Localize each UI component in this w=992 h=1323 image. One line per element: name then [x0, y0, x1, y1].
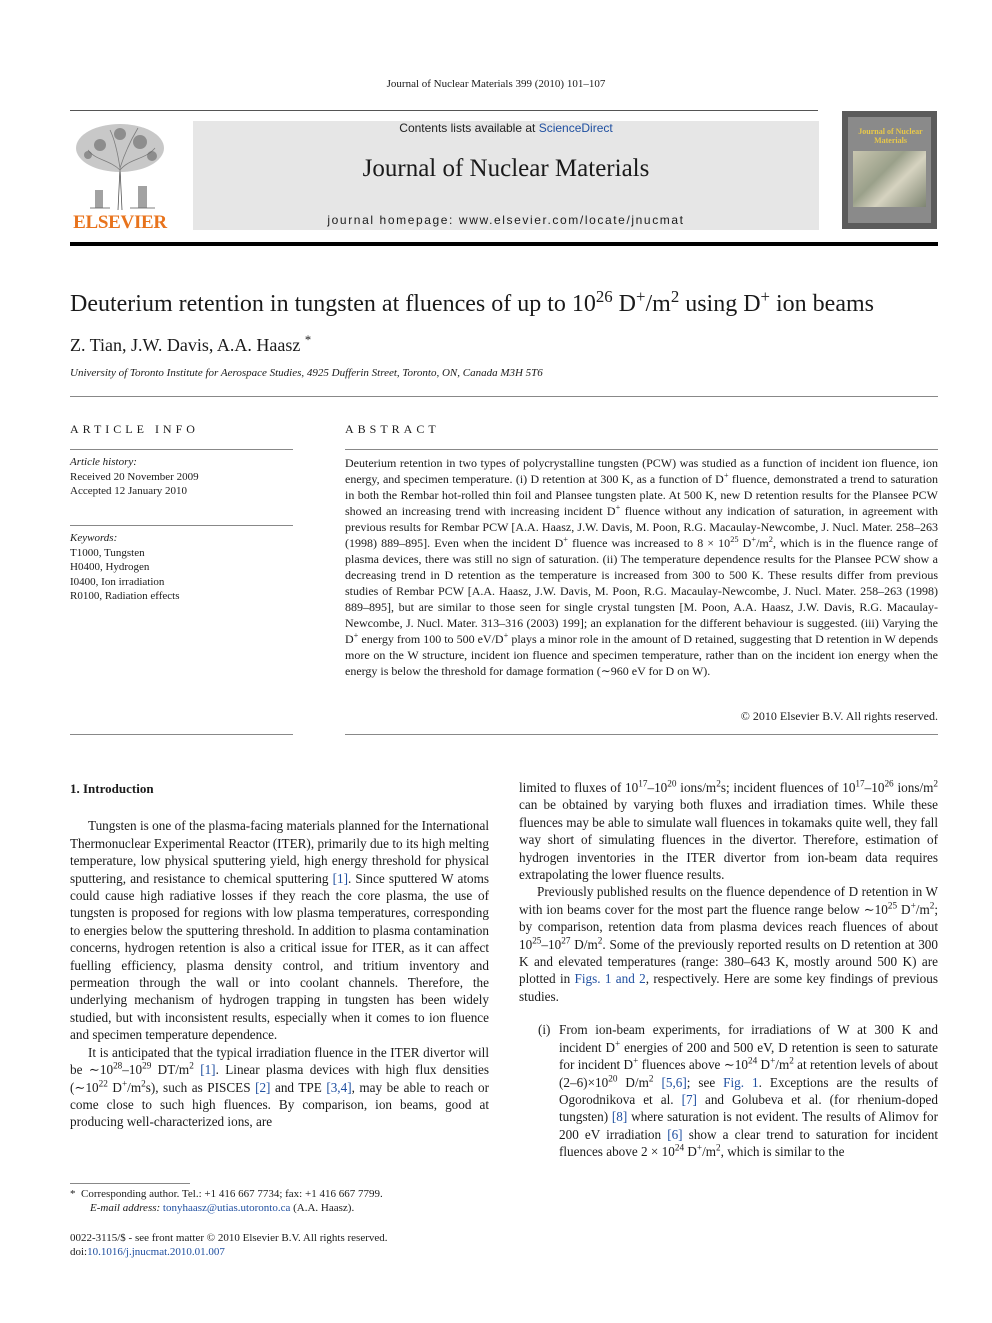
doi-label: doi:: [70, 1246, 88, 1258]
reference-link[interactable]: [7]: [681, 1091, 697, 1107]
email-suffix: (A.A. Haasz).: [290, 1202, 355, 1214]
keywords-block: [70, 531, 293, 604]
page-footer: [70, 1231, 500, 1259]
article-info-heading: ARTICLE INFO: [70, 422, 199, 436]
reference-link[interactable]: [6]: [667, 1126, 683, 1142]
section-rule: [70, 396, 938, 397]
reference-link[interactable]: [1]: [200, 1062, 216, 1078]
keyword: R0100, Radiation effects: [70, 590, 180, 602]
article-info-rule: [70, 449, 293, 450]
email-label: E-mail address:: [90, 1202, 161, 1214]
reference-link[interactable]: [1]: [332, 870, 348, 886]
keyword: T1000, Tungsten: [70, 546, 145, 559]
section-heading: 1. Introduction: [70, 781, 154, 796]
body-paragraph: Tungsten is one of the plasma-facing materials planned for the International Thermonuclear Experimental Reactor (ITER), primarily due to its high melting temperature, low physical sputtering yield, high energy threshold for physical sputtering, and resistance to chemical sputtering [1]. Since sputtered W atoms could cause high radiative losses if they reach the core plasma, the use of tungsten is proposed for regions with low plasma temperatures, corresponding to energies below the sputtering threshold. In addition to plasma contamination concerns, hydrogen retention is also a critical issue for ITER, as it can affect fuelling efficiency, plasma density control, and tritium inventory and permeation through the wall or into coolant channels. Therefore, the underlying mechanism of hydrogen trapping in tungsten has been widely studied, but with inconsistent results, especially when it comes to ion fluence and specimen temperature dependence.: [70, 818, 490, 1043]
issn-line: 0022-3115/$ - see front matter © 2010 Elsevier B.V. All rights reserved.: [70, 1232, 388, 1244]
header-thick-rule: [70, 242, 938, 246]
corresponding-author-note: Corresponding author. Tel.: +1 416 667 7734; fax: +1 416 667 7799.: [81, 1188, 383, 1200]
accepted-date: Accepted 12 January 2010: [70, 485, 187, 497]
history-label: Article history:: [70, 456, 137, 468]
abstract-bottom-rule: [345, 734, 938, 735]
article-history: [70, 455, 293, 499]
journal-title: Journal of Nuclear Materials: [362, 155, 650, 182]
keywords-rule: [70, 525, 293, 526]
footnote-rule: [70, 1183, 190, 1184]
abstract-text: Deuterium retention in two types of polycrystalline tungsten (PCW) was studied as a function of incident ion fluence, ion energy, and specimen temperature. (i) D retention at 300 K, as a function of D+ fluence, demonstrated a trend to saturation in both the Rembar hot-rolled thin foil and Plansee tungsten plate. At 500 K, new D retention results for the Plansee PCW showed an increasing trend with increasing incident D+ fluence without any indication of saturation, in agreement with previous results for Rembar PCW [A.A. Haasz, J.W. Davis, M. Poon, R.G. Macaulay-Newcombe, J. Nucl. Mater. 258–263 (1998) 889–895]. Even when the incident D+ fluence was increased to $8 \times 10^{25}$ $D^+/m^2$, which is in the fluence range of plasma devices, there was still no sign of saturation. (ii) The temperature dependence results for the Plansee PCW show a decreasing trend in D retention as the temperature is increased from 300 to 500 K. These results differ from previous studies of Rembar PCW [A.A. Haasz, J.W. Davis, M. Poon, R.G. Macaulay-Newcombe, J. Nucl. Mater. 258–263 (1998) 889–895], but are similar to those seen for single crystal tungsten [M. Poon, A.A. Haasz, J.W. Davis, R.G. Macaulay-Newcombe, J. Nucl. Mater. 313–316 (2003) 199]; an explanation for the different behaviour is suggested. (iii) Varying the D+ energy from 100 to 500 eV/D+ plays a minor role in the amount of D retained, suggesting that D retention in W depends more on the W structure, incident ion fluence and specimen temperature, rather than on the incident ion energy when the energy is below the threshold for damage formation (∼960 eV for D on W).: [345, 456, 938, 678]
copyright-notice: © 2010 Elsevier B.V. All rights reserved.: [740, 709, 938, 723]
journal-citation: Journal of Nuclear Materials 399 (2010) 101–107: [386, 78, 606, 90]
keywords-label: Keywords:: [70, 532, 118, 544]
reference-link[interactable]: [3,4]: [326, 1079, 352, 1095]
received-date: Received 20 November 2009: [70, 470, 199, 483]
journal-homepage[interactable]: journal homepage: www.elsevier.com/locate/jnucmat: [327, 213, 685, 227]
corresponding-author-mark[interactable]: *: [304, 333, 312, 347]
body-paragraph: limited to fluxes of $10^{17}-10^{20}$ ions/$m^2s$; incident fluences of $10^{17}-10^{26}$ ions/$m^2$ can be obtained by varying both fluxes and irradiation times. While these fluences may be able to simulate wall fluences in tokamaks quite well, they fall way short of simulating fluences in the divertor. Therefore, estimation of hydrogen inventories in the ITER divertor from ion-beam data requires extrapolating the lower fluence results.: [519, 778, 939, 883]
figure-link[interactable]: Figs. 1 and 2: [574, 971, 646, 987]
body-column-left: [70, 780, 489, 1131]
body-column-right: [519, 779, 938, 1161]
list-item: (i) From ion-beam experiments, for irradiations of W at 300 K and incident D+ energies of 200 and 500 eV, D retention is seen to saturate for incident D+ fluences above $\sim 10^{24}$ $D^+/m^2$ at retention levels of about $(2-6)\times 10^{20}$ $D/m^2$ [5,6]; see Fig. 1. Exceptions are the results of Ogorodnikova et al. [7] and Golubeva et al. (for rhenium-doped tungsten) [8] where saturation is not evident. The results of Alimov for 200 eV irradiation [6] show a clear trend to saturation for incident fluences above $2 \times 10^{24}$ $D^+/m^2$, which is similar to the: [538, 1022, 939, 1160]
email-link[interactable]: tonyhaasz@utias.utoronto.ca: [162, 1202, 291, 1214]
body-paragraph: It is anticipated that the typical irradiation fluence in the ITER divertor will be $\sim 10^{28}-10^{29}$ $DT/m^2$ [1]. Linear plasma devices with high flux densities ($\sim 10^{22}$ $D^+/m^2s$), such as PISCES [2] and TPE [3,4], may be able to reach or come close to such high fluences. By comparison, ion beams, good at producing well-characterized ions, are: [70, 1044, 490, 1130]
cover-image: [853, 151, 926, 207]
keyword: I0400, Ion irradiation: [70, 575, 165, 588]
article-title: Deuterium retention in tungsten at fluences of up to $10^{26}$ $D^+/m^2$ using D+ ion beams: [70, 287, 874, 317]
contents-prefix: Contents lists available at: [399, 121, 539, 135]
reference-link[interactable]: [2]: [255, 1079, 271, 1095]
reference-link[interactable]: [5,6]: [661, 1074, 687, 1090]
abstract-rule: [345, 449, 938, 450]
footnote: [70, 1187, 500, 1215]
journal-cover-thumbnail: [842, 111, 937, 229]
author-list: Z. Tian, J.W. Davis, A.A. Haasz: [70, 335, 301, 355]
figure-link[interactable]: Fig. 1: [723, 1074, 759, 1090]
keyword: H0400, Hydrogen: [70, 561, 150, 573]
sciencedirect-link[interactable]: ScienceDirect: [538, 121, 613, 135]
cover-title: Journal of Nuclear Materials: [858, 127, 923, 145]
body-paragraph: Previously published results on the fluence dependence of D retention in W with ion beams cover for the most part the fluence range below $\sim 10^{25}$ $D^+/m^2$; by comparison, retention data from plasma devices reach fluences of about $10^{25}-10^{27}$ $D/m^2$. Some of the previously reported results on D retention at 300 K and elevated temperatures (range: 380–643 K, mostly around 500 K) are plotted in Figs. 1 and 2, respectively. Here are some key findings of previous studies.: [519, 884, 938, 1004]
footnote-mark: *: [70, 1188, 76, 1200]
elsevier-wordmark: ELSEVIER: [73, 212, 167, 233]
affiliation: University of Toronto Institute for Aerospace Studies, 4925 Dufferin Street, Toronto, ON, Canada M3H 5T6: [70, 367, 543, 379]
doi-link[interactable]: 10.1016/j.jnucmat.2010.01.007: [87, 1246, 225, 1258]
header-rule: [70, 110, 818, 111]
contents-line: [193, 121, 819, 135]
abstract-heading: ABSTRACT: [345, 422, 440, 436]
reference-link[interactable]: [8]: [611, 1109, 628, 1125]
article-info-bottom-rule: [70, 734, 293, 735]
article-authors: [70, 335, 311, 356]
